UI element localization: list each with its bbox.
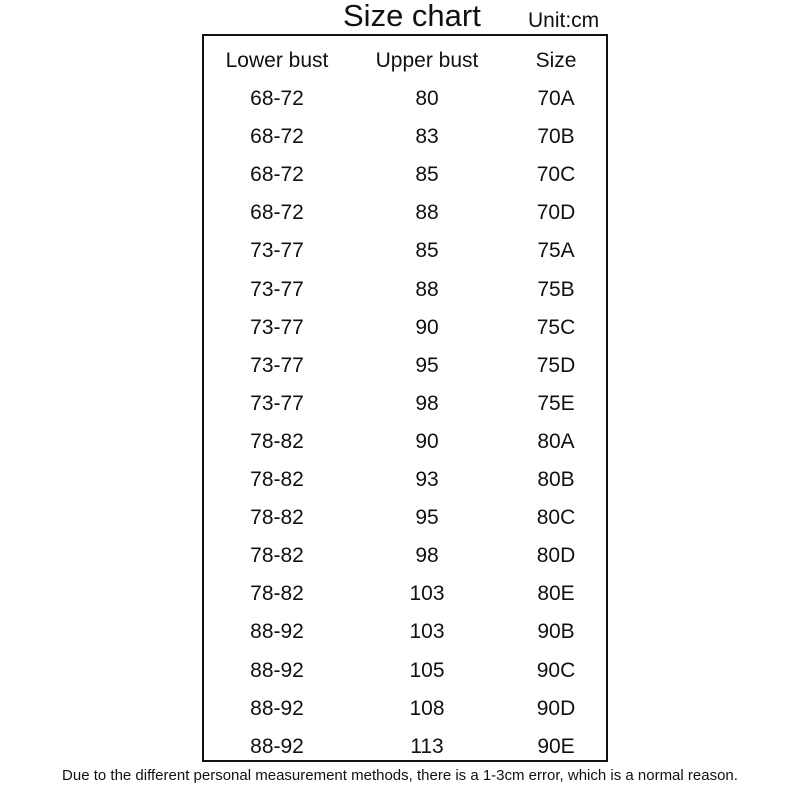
cell-upper-bust: 95: [415, 506, 439, 529]
header-size: Size: [535, 49, 577, 72]
cell-size: 80D: [536, 544, 576, 567]
cell-upper-bust: 90: [415, 430, 439, 453]
cell-size: 70D: [536, 201, 576, 224]
table-row: [204, 389, 606, 419]
cell-lower-bust: 88-92: [250, 659, 304, 682]
table-row: [204, 84, 606, 114]
cell-lower-bust: 68-72: [250, 163, 304, 186]
table-row: [204, 427, 606, 457]
cell-upper-bust: 83: [415, 125, 439, 148]
cell-size: 75B: [537, 278, 575, 301]
cell-lower-bust: 88-92: [250, 620, 304, 643]
cell-upper-bust: 95: [415, 354, 439, 377]
cell-lower-bust: 73-77: [250, 354, 304, 377]
cell-size: 75E: [537, 392, 575, 415]
table-row: [204, 198, 606, 228]
cell-upper-bust: 103: [409, 582, 445, 605]
cell-upper-bust: 113: [410, 735, 444, 758]
cell-upper-bust: 80: [415, 87, 439, 110]
size-table: [202, 34, 608, 762]
cell-size: 70B: [537, 125, 575, 148]
cell-size: 75C: [536, 316, 576, 339]
table-row: [204, 732, 606, 762]
cell-upper-bust: 90: [415, 316, 439, 339]
cell-lower-bust: 68-72: [250, 125, 304, 148]
cell-size: 75D: [536, 354, 576, 377]
unit-label: Unit:cm: [528, 9, 600, 32]
cell-size: 80A: [537, 430, 575, 453]
cell-size: 90B: [537, 620, 575, 643]
cell-lower-bust: 88-92: [250, 735, 304, 758]
cell-lower-bust: 78-82: [250, 430, 304, 453]
table-row: [204, 617, 606, 647]
cell-size: 70A: [537, 87, 575, 110]
cell-upper-bust: 85: [415, 239, 439, 262]
cell-upper-bust: 105: [409, 659, 445, 682]
table-row: [204, 541, 606, 571]
header-lower-bust: Lower bust: [225, 49, 329, 72]
cell-size: 80C: [536, 506, 576, 529]
table-row: [204, 579, 606, 609]
table-row: [204, 160, 606, 190]
table-header-row: [204, 46, 606, 76]
table-row: [204, 465, 606, 495]
cell-upper-bust: 85: [415, 163, 439, 186]
cell-lower-bust: 88-92: [250, 697, 304, 720]
cell-lower-bust: 73-77: [250, 392, 304, 415]
table-row: [204, 122, 606, 152]
cell-lower-bust: 73-77: [250, 239, 304, 262]
table-row: [204, 694, 606, 724]
table-row: [204, 503, 606, 533]
cell-size: 80B: [537, 468, 575, 491]
cell-lower-bust: 73-77: [250, 278, 304, 301]
table-row: [204, 313, 606, 343]
table-row: [204, 275, 606, 305]
cell-size: 90E: [537, 735, 575, 758]
cell-upper-bust: 98: [415, 544, 439, 567]
cell-lower-bust: 78-82: [250, 544, 304, 567]
cell-upper-bust: 93: [415, 468, 439, 491]
cell-upper-bust: 88: [415, 278, 439, 301]
cell-lower-bust: 68-72: [250, 201, 304, 224]
cell-lower-bust: 73-77: [250, 316, 304, 339]
cell-lower-bust: 78-82: [250, 468, 304, 491]
header-upper-bust: Upper bust: [375, 49, 479, 72]
table-row: [204, 656, 606, 686]
cell-lower-bust: 78-82: [250, 582, 304, 605]
cell-upper-bust: 98: [415, 392, 439, 415]
cell-size: 70C: [536, 163, 576, 186]
cell-lower-bust: 68-72: [250, 87, 304, 110]
cell-upper-bust: 103: [409, 620, 445, 643]
measurement-note: Due to the different personal measurement methods, there is a 1-3cm error, which is a normal reason.: [62, 767, 738, 784]
cell-lower-bust: 78-82: [250, 506, 304, 529]
cell-size: 90C: [536, 659, 576, 682]
table-row: [204, 236, 606, 266]
table-row: [204, 351, 606, 381]
cell-upper-bust: 108: [409, 697, 445, 720]
cell-size: 75A: [537, 239, 575, 262]
cell-size: 80E: [537, 582, 575, 605]
cell-upper-bust: 88: [415, 201, 439, 224]
cell-size: 90D: [536, 697, 576, 720]
page-title: Size chart: [343, 0, 481, 33]
